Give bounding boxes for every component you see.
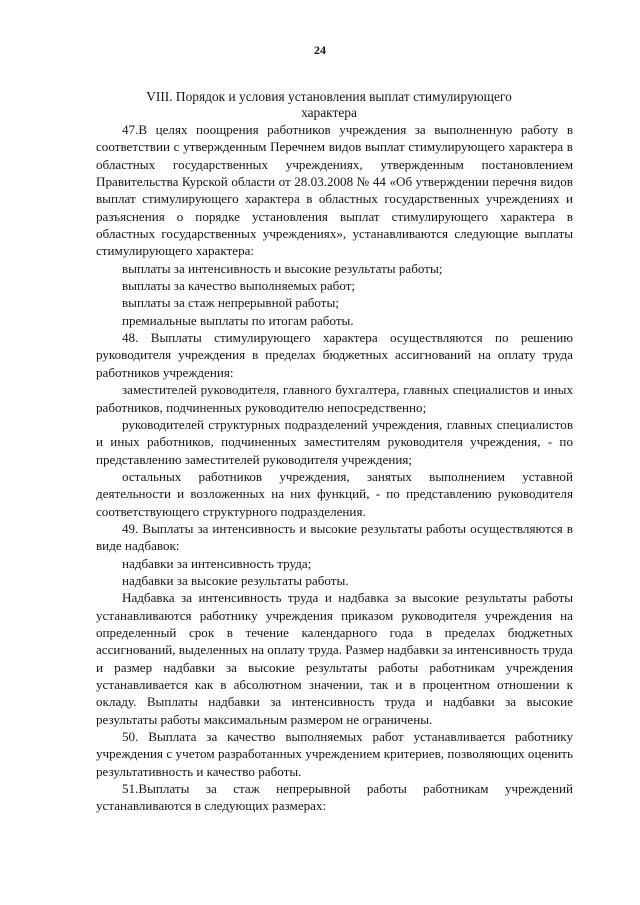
list-item: остальных работников учреждения, занятых выполнением уставной деятельности и возложенных на них функций, - по представлению руководителя соответствующего структурного подразделения.	[96, 468, 573, 519]
list-item: заместителей руководителя, главного бухгалтера, главных специалистов и иных работников, подчиненных руководителю непосредственно;	[96, 382, 573, 415]
section-heading-line: характера	[301, 105, 357, 120]
list-item: выплаты за стаж непрерывной работы;	[122, 295, 339, 311]
list-item: надбавки за интенсивность труда;	[122, 555, 312, 571]
paragraph-51: 51.Выплаты за стаж непрерывной работы работникам учреждений устанавливаются в следующих размерах:	[96, 781, 573, 814]
list-item: выплаты за интенсивность и высокие результаты работы;	[122, 260, 443, 276]
list-item: руководителей структурных подразделений учреждения, главных специалистов и иных работников, подчиненных заместителям руководителя учреждения, - по представлению заместителей руководителя учреждения;	[96, 416, 573, 467]
paragraph-50: 50. Выплата за качество выполняемых работ устанавливается работнику учреждения с учетом разработанных учреждением критериев, позволяющих оценить результативность и качество работы.	[96, 729, 573, 779]
paragraph-47: 47.В целях поощрения работников учреждения за выполненную работу в соответствии с утвержденным Перечнем видов выплат стимулирующего характера в областных государственных учреждениях, утвержденным постановлением Правительства Курской области от 28.03.2008 № 44 «Об утверждении перечня видов выплат стимулирующего характера в областных государственных учреждениях и разъяснения о порядке установления выплат стимулирующего характера в областных государственных учреждениях», устанавливаются следующие выплаты стимулирующего характера:	[96, 122, 573, 259]
document-body	[96, 121, 573, 815]
section-heading	[96, 89, 562, 121]
paragraph-49: 49. Выплаты за интенсивность и высокие результаты работы осуществляются в виде надбавок:	[96, 520, 573, 554]
list-item: премиальные выплаты по итогам работы.	[122, 312, 354, 328]
page-number: 24	[314, 43, 326, 57]
paragraph-48: 48. Выплаты стимулирующего характера осуществляются по решению руководителя учреждения в пределах бюджетных ассигнований на оплату труда работников учреждения:	[96, 330, 573, 380]
list-item: надбавки за высокие результаты работы.	[122, 572, 349, 588]
list-item: выплаты за качество выполняемых работ;	[122, 278, 356, 294]
paragraph-allowance: Надбавка за интенсивность труда и надбавка за высокие результаты работы устанавливаются работнику учреждения приказом руководителя учреждения на определенный срок в течение календарного года в пределах бюджетных ассигнований, выделенных на оплату труда. Размер надбавки за интенсивность труда и размер надбавки за высокие результаты работы работникам учреждения устанавливается как в абсолютном значении, так и в процентном отношении к окладу. Выплаты надбавки за интенсивность труда и надбавки за высокие результаты работы максимальным размером не ограничены.	[96, 590, 573, 727]
section-heading-line: VIII. Порядок и условия установления выплат стимулирующего	[146, 89, 512, 104]
